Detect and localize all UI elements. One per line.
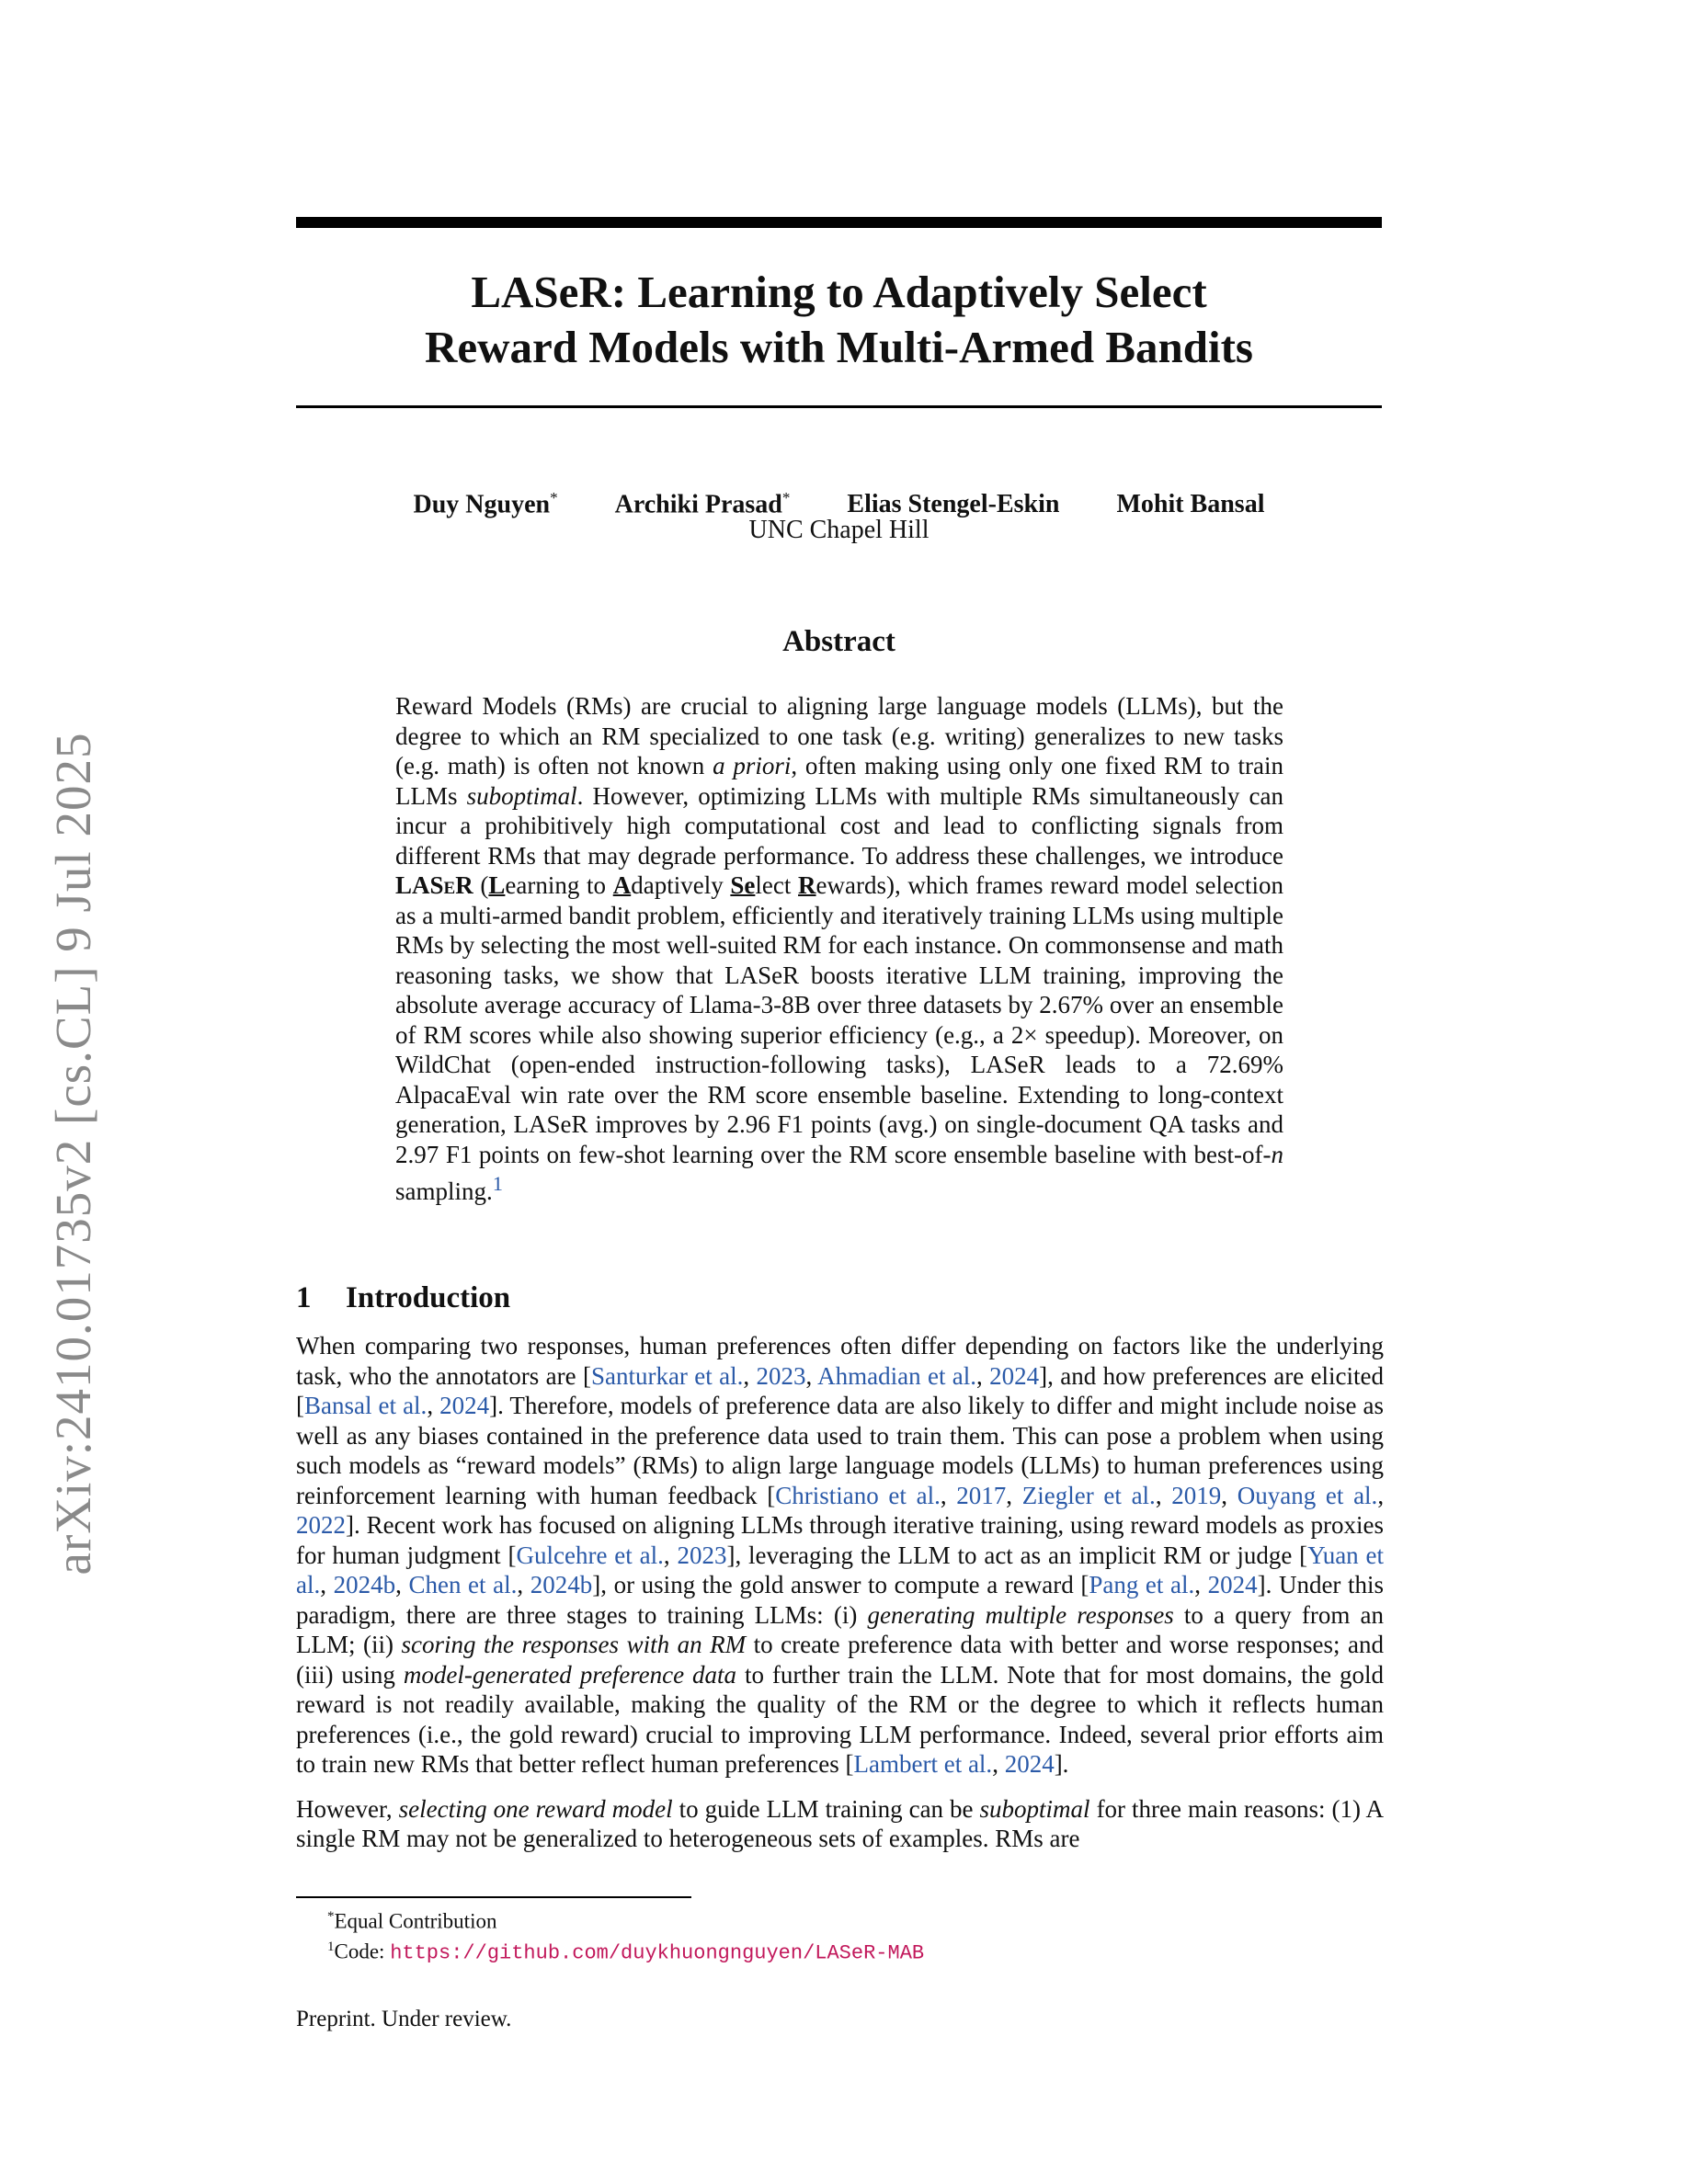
citation-link[interactable]: Chen et al. <box>408 1571 518 1598</box>
footnote-code <box>327 1934 924 1967</box>
body-text: , <box>1006 1481 1022 1509</box>
abstract-emphasis: a priori <box>713 752 792 779</box>
abstract-text: . However, optimizing LLMs with multiple RMs simultaneously can incur a prohibitively high computational cost and lead to conflicting signals from different RMs that may degrade performance. To address these challenges, we introduce <box>395 781 1284 870</box>
section-title: Introduction <box>346 1281 511 1314</box>
abstract-text: daptively <box>631 871 731 899</box>
body-text: ]. Under this paradigm, there are three stages to training LLMs: (i) <box>296 1571 1385 1629</box>
body-emphasis: generating multiple responses <box>867 1600 1174 1629</box>
author-mark: * <box>550 489 558 506</box>
title-bottom-rule <box>296 405 1382 408</box>
footnote-text: Equal Contribution <box>334 1909 497 1933</box>
body-text: , <box>320 1571 334 1598</box>
abstract-body <box>395 691 1283 1207</box>
citation-link[interactable]: Pang et al. <box>1089 1571 1195 1598</box>
intro-paragraph-2 <box>296 1794 1384 1854</box>
acronym-letter: R <box>798 871 816 899</box>
author-name: Mohit Bansal <box>1116 490 1265 519</box>
body-text: ]. <box>1054 1750 1069 1778</box>
abstract-text: sampling. <box>395 1177 493 1205</box>
paper-title <box>296 265 1382 375</box>
citation-link[interactable]: Christiano et al. <box>775 1481 941 1509</box>
acronym-letter: L <box>488 871 506 899</box>
abstract-text: , which frames reward model selection as a multi-armed bandit problem, efficiently and iteratively training LLMs using multiple RMs by selecting the most well-suited RM for each instance. On commonsense and math reasoning tasks, we show that LASeR boosts iterative LLM training, improving the absolute average accuracy of Llama-3-8B over three datasets by 2.67% over an ensemble of RM scores while also showing superior efficiency (e.g., a 2× speedup). Moreover, on WildChat (open-ended instruction-following tasks), LASeR leads to a 72.69% AlpacaEval win rate over the RM score ensemble baseline. Extending to long-context generation, LASeR improves by 2.96 F1 points (avg.) on single-document QA tasks and 2.97 F1 points on few-shot learning over the RM score ensemble baseline with best-of- <box>395 871 1283 1168</box>
footnote-text: Code: <box>334 1939 391 1963</box>
citation-link[interactable]: Ahmadian et al. <box>817 1361 977 1390</box>
body-text: ]. Therefore, models of preference data are also likely to differ and might include noise as well as any biases contained in the preference data used to train them. This can pose a problem when using such models as “reward models” (RMs) to align large language models (LLMs) to human preferences using reinforcement learning with human feedback [ <box>296 1392 1385 1509</box>
body-text: When comparing two responses, human preferences often differ depending on factors like the underlying task, who the annotators are [ <box>296 1332 1384 1390</box>
footnote-link[interactable]: 1 <box>492 1172 503 1195</box>
acronym-letter: A <box>612 871 632 899</box>
math-variable: n <box>1271 1140 1283 1168</box>
body-text: , <box>805 1361 818 1390</box>
citation-link[interactable]: 2024 <box>1004 1750 1055 1778</box>
citation-link[interactable]: 2024 <box>439 1392 490 1419</box>
body-text: to further train the LLM. Note that for most domains, the gold reward is not readily available, making the quality of the RM or the degree to which it reflects human preferences (i.e., the gold reward) crucial to improving LLM performance. Indeed, several prior efforts aim to train new RMs that better reflect human preferences [ <box>296 1660 1384 1778</box>
affiliation: UNC Chapel Hill <box>748 516 930 544</box>
footnote-mark: 1 <box>327 1939 335 1954</box>
body-emphasis: scoring the responses with an RM <box>401 1631 747 1658</box>
section-number: 1 <box>296 1281 312 1314</box>
title-line-2: Reward Models with Multi-Armed Bandits <box>424 322 1254 372</box>
body-text: , <box>940 1481 957 1509</box>
body-text: , <box>1221 1481 1237 1509</box>
citation-link[interactable]: Gulcehre et al. <box>516 1541 664 1569</box>
citation-link[interactable]: 2023 <box>677 1541 727 1569</box>
citation-link[interactable]: 2024b <box>530 1571 593 1598</box>
abstract-heading: Abstract <box>782 625 895 658</box>
intro-paragraph-1 <box>296 1331 1384 1780</box>
citation-link[interactable]: Bansal et al. <box>304 1392 428 1419</box>
footnote-equal-contribution <box>327 1904 496 1935</box>
citation-link[interactable]: Santurkar et al. <box>590 1361 744 1390</box>
body-text: , <box>1155 1481 1172 1509</box>
citation-link[interactable]: Lambert et al. <box>853 1750 993 1778</box>
body-text: ]. Recent work has focused on aligning LLMs through iterative training, using reward models as proxies for human judgment [ <box>296 1511 1384 1569</box>
title-line-1: LASeR: Learning to Adaptively Select <box>471 267 1207 317</box>
body-emphasis: model-generated preference data <box>403 1660 737 1689</box>
code-url-link[interactable]: https://github.com/duykhuongnguyen/LASeR-MAB <box>390 1941 925 1965</box>
body-emphasis: suboptimal <box>979 1794 1090 1823</box>
citation-link[interactable]: Yuan et al. <box>296 1541 1385 1598</box>
citation-link[interactable]: 2024 <box>1207 1571 1258 1598</box>
body-text: to guide LLM training can be <box>672 1794 980 1823</box>
footnote-rule <box>296 1896 691 1898</box>
abstract-text: , often making using only one fixed RM to train LLMs <box>395 752 1283 810</box>
abstract-emphasis: suboptimal <box>466 781 577 810</box>
body-text: , <box>1377 1481 1385 1509</box>
citation-link[interactable]: 2017 <box>956 1481 1007 1509</box>
body-text: , <box>743 1361 757 1390</box>
title-top-rule <box>296 217 1382 228</box>
intro-body <box>296 1331 1384 1869</box>
body-text: for three main reasons: (1) A single RM may not be generalized to heterogeneous sets of examples. RMs are <box>296 1794 1384 1852</box>
citation-link[interactable]: 2019 <box>1171 1481 1222 1509</box>
abstract-text: Reward Models (RMs) are crucial to aligning large language models (LLMs), but the degree to which an RM specialized to one task (e.g. writing) generalizes to new tasks (e.g. math) is often not known <box>395 692 1283 779</box>
body-text: ], and how preferences are elicited [ <box>296 1361 1385 1419</box>
abstract-text: lect <box>755 871 799 899</box>
body-text: , <box>992 1750 1005 1778</box>
abstract-text: earning to <box>505 871 613 899</box>
citation-link[interactable]: Ziegler et al. <box>1021 1481 1156 1509</box>
body-text: to create preference data with better and worse responses; and (iii) using <box>296 1631 1384 1689</box>
body-text: , <box>663 1541 678 1569</box>
citation-link[interactable]: 2022 <box>296 1511 346 1539</box>
citation-link[interactable]: 2024b <box>333 1571 396 1598</box>
preprint-note: Preprint. Under review. <box>296 2007 512 2031</box>
author-mark: * <box>781 489 791 506</box>
abstract-text: ewards) <box>815 871 895 899</box>
body-text: to a query from an LLM; (ii) <box>296 1600 1384 1658</box>
arxiv-stamp: arXiv:2410.01735v2 [cs.CL] 9 Jul 2025 <box>45 732 101 1575</box>
citation-link[interactable]: Ouyang et al. <box>1237 1481 1378 1509</box>
section-heading <box>296 1280 510 1316</box>
footnote-mark: * <box>327 1909 335 1924</box>
body-text: , <box>976 1361 990 1390</box>
author-name: Duy Nguyen <box>413 490 551 519</box>
method-name: LASeR <box>395 871 473 899</box>
body-text: , <box>1194 1571 1208 1598</box>
body-text: , <box>427 1392 440 1419</box>
body-text: However, <box>296 1794 399 1823</box>
citation-link[interactable]: 2024 <box>989 1361 1040 1390</box>
body-text: , <box>395 1571 409 1598</box>
citation-link[interactable]: 2023 <box>756 1361 806 1390</box>
abstract-text: ( <box>473 871 489 899</box>
body-text: ], leveraging the LLM to act as an implicit RM or judge [ <box>726 1541 1308 1569</box>
body-emphasis: selecting one reward model <box>398 1794 673 1823</box>
acronym-letter: Se <box>730 871 756 899</box>
author-name: Elias Stengel-Eskin <box>847 490 1060 519</box>
body-text: , <box>517 1571 530 1598</box>
body-text: ], or using the gold answer to compute a reward [ <box>592 1571 1089 1598</box>
author-name: Archiki Prasad <box>614 490 782 519</box>
